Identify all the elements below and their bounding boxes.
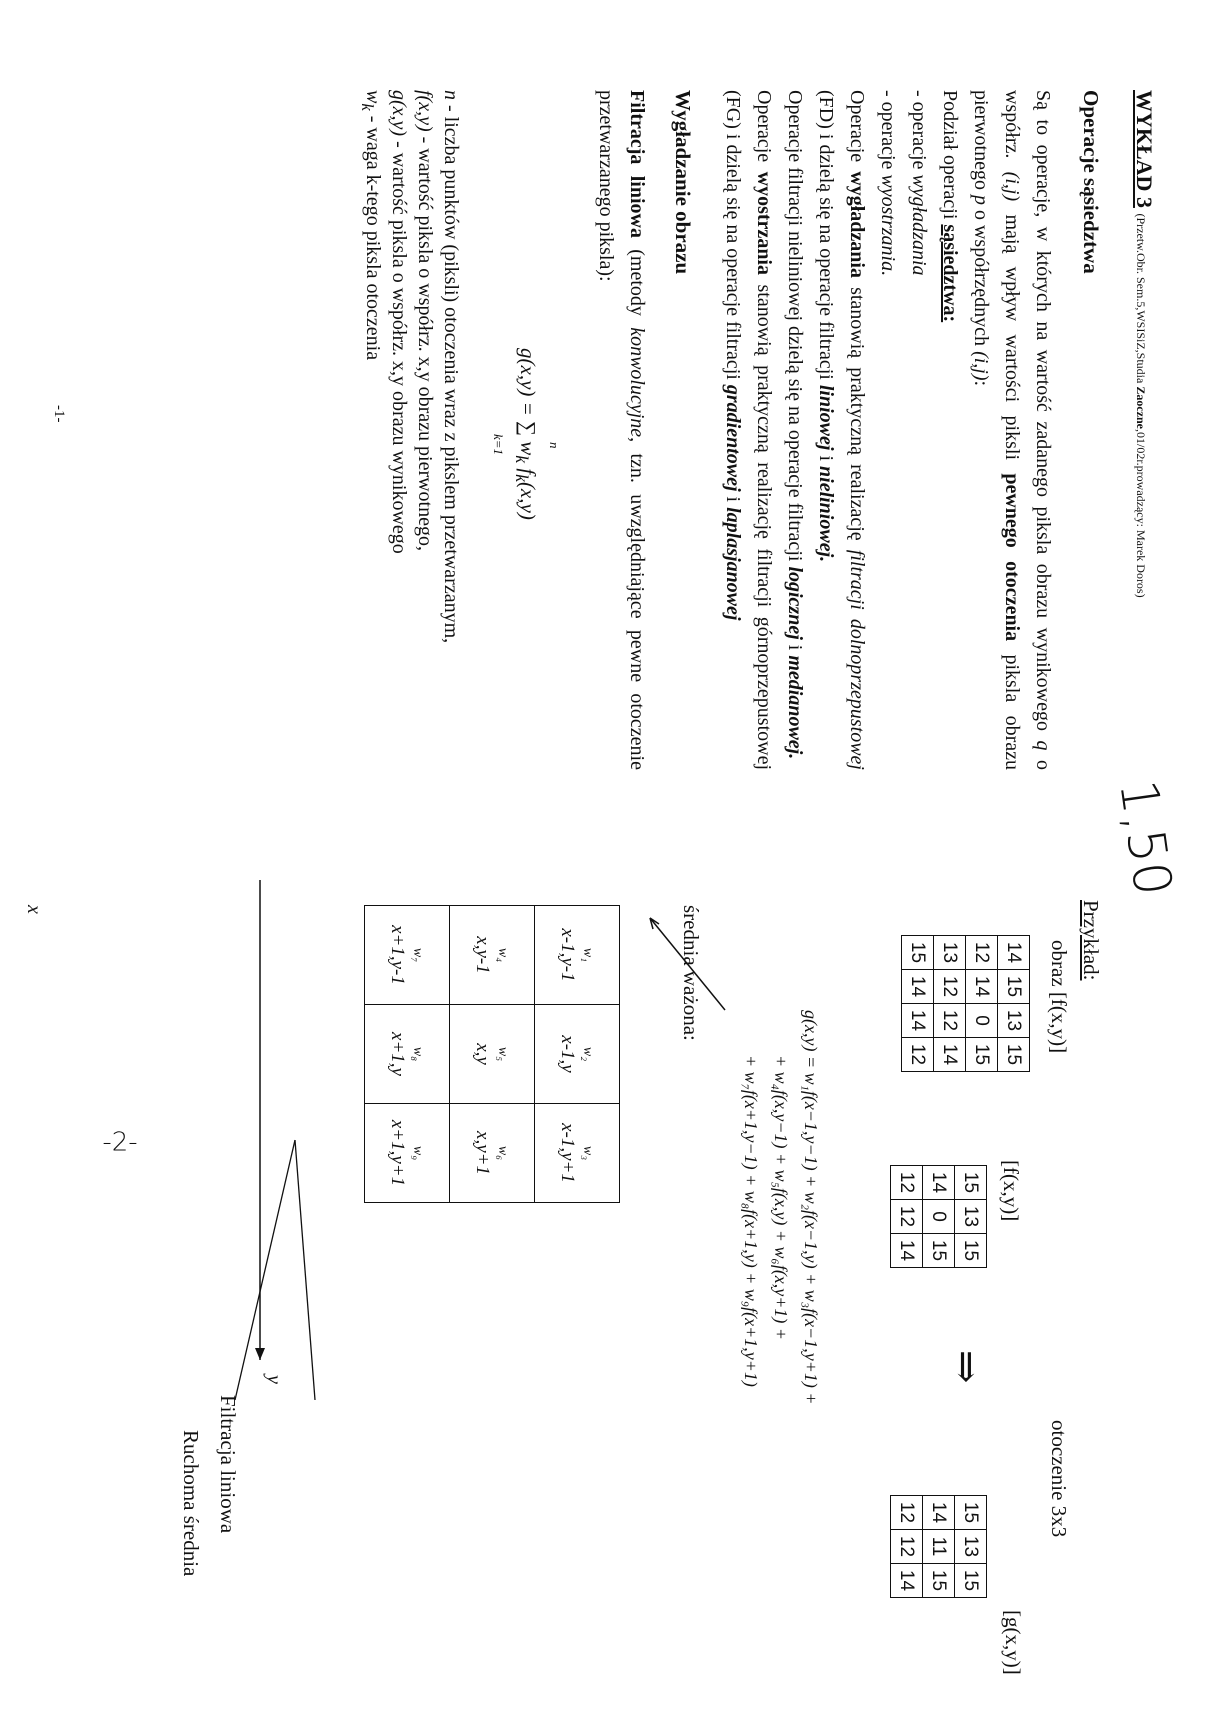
axis-y-label: y <box>263 1375 285 1384</box>
table-cell: 14 <box>923 1166 955 1200</box>
table-cell: 15 <box>955 1234 987 1268</box>
lecture-title: WYKŁAD 3 <box>1132 90 1157 208</box>
mask-weight: w₄ <box>495 947 510 963</box>
table-cell: 12 <box>891 1496 923 1530</box>
table-row <box>902 936 934 1072</box>
paragraph-nonlinear: Operacje filtracji nieliniowej dzielą się na operacje filtracji logicznej i medianowej. <box>784 90 806 760</box>
table-cell: 12 <box>934 970 966 1004</box>
page-number-1: -1- <box>51 405 67 423</box>
definition-list <box>354 90 464 770</box>
source-image-table <box>901 935 1030 1072</box>
table-cell: 12 <box>891 1200 923 1234</box>
mask-coordinate: x+1,y+1 <box>387 1119 408 1187</box>
table-cell: 12 <box>891 1530 923 1564</box>
paragraph-definition: Są to operacje, w których na wartość zadanego piksla obrazu wynikowego q o współrz. (i,j) mają wpływ wartości piksli pewnego otoczenia piksla obrazu pierwotnego p o współrzędnych (i,j): <box>970 90 1054 770</box>
table-row <box>923 1496 955 1598</box>
neighborhood-table <box>890 1165 987 1268</box>
table-cell: 12 <box>891 1166 923 1200</box>
table-cell: 14 <box>902 1004 934 1038</box>
mask-weight: w₆ <box>495 1145 510 1161</box>
left-column <box>354 90 1103 770</box>
table-cell: 14 <box>966 970 998 1004</box>
table-row <box>955 1166 987 1268</box>
paragraph-division: Podział operacji sąsiedztwa: <box>939 90 961 323</box>
pointer-line-ruchoma <box>295 1140 315 1400</box>
paragraph-smoothing: Operacje wygładzania stanowią praktyczną realizację filtracji dolnoprzepustowej (FD) i dzielą się na operacje filtracji liniowej i nieliniowej. <box>815 90 868 770</box>
table-cell: 14 <box>934 1038 966 1072</box>
neighborhood-f-label: [f(x,y)] <box>999 1160 1023 1222</box>
weighted-sum-equation-line1: g(x,y) = w₁f(x−1,y−1) + w₂f(x−1,y) + w₃f(x−1,y+1) + <box>801 1010 821 1405</box>
list-item: - operacje wygładzania <box>908 90 930 276</box>
axis-x-label: x <box>23 905 45 914</box>
mask-weight: w₉ <box>410 1145 425 1161</box>
convolution-formula: g(x,y) = ∑ $w_k$ $f_k(x,y)$ n k=1 <box>491 348 562 520</box>
mask-weight: w₂ <box>580 1046 595 1062</box>
mask-weight: w₇ <box>410 947 425 963</box>
table-cell: 11 <box>923 1530 955 1564</box>
sum-upper-limit: n <box>547 442 562 449</box>
mask-coordinate: x,y-1 <box>472 936 493 974</box>
transform-arrow-icon: ⇒ <box>944 1350 989 1384</box>
table-row <box>955 1496 987 1598</box>
table-row <box>891 1496 923 1598</box>
diagram-arrows <box>215 880 835 1580</box>
table-cell: 14 <box>891 1564 923 1598</box>
table-cell: 12 <box>966 936 998 970</box>
arrow-line-to-equation <box>650 918 725 1010</box>
result-table <box>890 1495 987 1598</box>
table-cell: 15 <box>998 970 1030 1004</box>
mask-weight: w₁ <box>580 947 595 963</box>
table-cell: 14 <box>891 1234 923 1268</box>
mask-weight: w₈ <box>410 1046 425 1062</box>
table-cell: 15 <box>955 1564 987 1598</box>
mask-coordinate: x+1,y <box>387 1032 408 1076</box>
sum-lower-limit: k=1 <box>491 434 506 456</box>
table-cell: 15 <box>923 1234 955 1268</box>
table-cell: 14 <box>923 1496 955 1530</box>
mask-weight: w₅ <box>495 1046 510 1062</box>
lecture-subtitle: (Przetw.Obr. Sem.5,WSISiZ,Studia Zaoczne,01/02r.prowadzący: Marek Doros) <box>1134 213 1148 598</box>
mask-coordinate: x,y <box>472 1043 493 1065</box>
definition-g: g(x,y) - wartość piksla o współrz. x,y obrazu wynikowego <box>388 90 410 554</box>
table-cell: 13 <box>955 1530 987 1564</box>
result-g-label: [g(x,y)] <box>1001 1610 1025 1675</box>
weighted-sum-equation-line2: + w₄f(x,y−1) + w₅f(x,y) + w₆f(x,y+1) + <box>771 1055 791 1341</box>
definition-n: n - liczba punktów (piksli) otoczenia wraz z pikslem przetwarzanym, <box>440 90 462 644</box>
page-number-2: -2- <box>102 1127 138 1158</box>
mask-coordinate: x+1,y-1 <box>387 925 408 985</box>
list-item: - operacje wyostrzania. <box>877 90 899 277</box>
mask-coordinate: x-1,y-1 <box>557 928 578 982</box>
lecture-header <box>1131 90 1157 598</box>
pointer-line-filtracja <box>235 1140 295 1400</box>
table-cell: 15 <box>955 1166 987 1200</box>
moving-average-label: Ruchoma średnia <box>179 1430 203 1577</box>
neighborhood-label: otoczenie 3x3 <box>1047 1420 1071 1538</box>
table-row <box>923 1166 955 1268</box>
section-heading-smoothing: Wygładzanie obrazu <box>671 90 695 275</box>
table-cell: 14 <box>902 970 934 1004</box>
table-cell: 15 <box>955 1496 987 1530</box>
section-heading-neighborhood: Operacje sąsiedztwa <box>1079 90 1103 274</box>
handwritten-note: 1,50 <box>1107 776 1183 900</box>
paragraph-linear-filter: Filtracja liniowa (metody konwolucyjne, tzn. uwzględniające pewne otoczenie przetwarzanego piksla): <box>595 90 648 770</box>
paragraph-sharpening: Operacje wyostrzania stanowią praktyczną realizację filtracji górnoprzepustowej (FG) i dzielą się na operacje filtracji gradientowej i laplasjanowej <box>722 90 775 771</box>
mask-coordinate: x,y+1 <box>472 1131 493 1175</box>
mask-coordinate: x-1,y+1 <box>557 1123 578 1183</box>
example-heading: Przykład: <box>1079 900 1103 981</box>
table-cell: 12 <box>934 1004 966 1038</box>
table-row <box>934 936 966 1072</box>
mask-weight: w₃ <box>580 1145 595 1161</box>
table-cell: 15 <box>966 1038 998 1072</box>
table-cell: 15 <box>902 936 934 970</box>
table-cell: 12 <box>902 1038 934 1072</box>
mask-coordinate: x-1,y <box>557 1035 578 1073</box>
definition-w: $w_k$ - waga k-tego piksla otoczenia <box>358 90 384 361</box>
linear-filter-label: Filtracja liniowa <box>216 1395 240 1534</box>
definition-f: f(x,y) - wartość piksla o współrz. x,y obrazu pierwotnego, <box>414 90 436 551</box>
table-cell: 15 <box>923 1564 955 1598</box>
table-row <box>998 936 1030 1072</box>
y-axis-arrowhead-icon <box>255 1348 265 1360</box>
weighted-average-label: średnia ważona: <box>679 905 703 1041</box>
table-cell: 0 <box>923 1200 955 1234</box>
table-cell: 13 <box>934 936 966 970</box>
table-cell: 13 <box>998 1004 1030 1038</box>
table-cell: 13 <box>955 1200 987 1234</box>
image-label: obraz [f(x,y)] <box>1047 940 1071 1054</box>
table-cell: 14 <box>998 936 1030 970</box>
table-row <box>966 936 998 1072</box>
table-row <box>891 1166 923 1268</box>
table-cell: 0 <box>966 1004 998 1038</box>
table-cell: 15 <box>998 1038 1030 1072</box>
weighted-sum-equation-line3: + w₇f(x+1,y−1) + w₈f(x+1,y) + w₉f(x+1,y+1) <box>741 1055 761 1387</box>
